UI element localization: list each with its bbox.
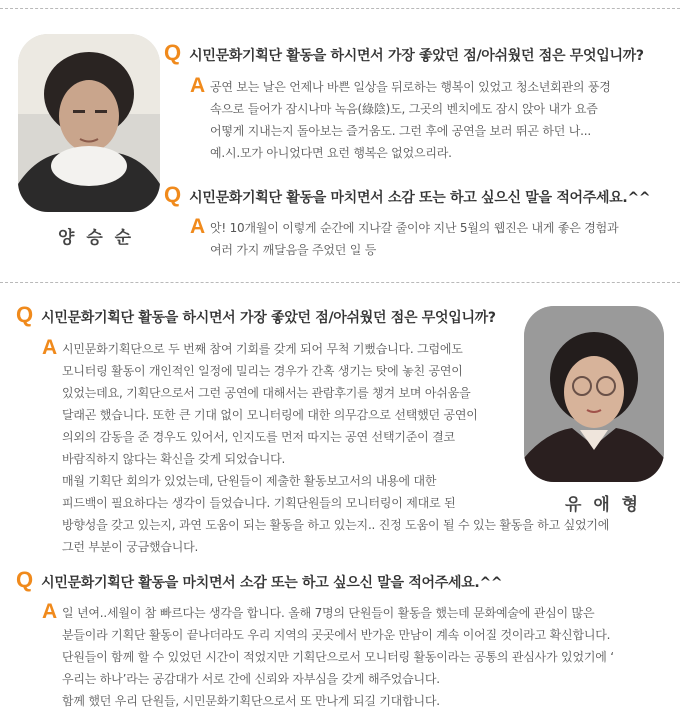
question-mark-icon: Q bbox=[164, 40, 182, 65]
answer-line: 우리는 하나’라는 공감대가 서로 간에 신뢰와 자부심을 갖게 해주었습니다. bbox=[62, 672, 440, 686]
question-1-1 bbox=[164, 40, 644, 66]
question-2-2 bbox=[16, 567, 502, 593]
answer-line: 함께 했던 우리 단원들, 시민문화기획단으로서 또 만나게 되길 기대합니다. bbox=[62, 694, 440, 708]
answer-line: 공연 보는 날은 언제나 바쁜 일상을 뒤로하는 행복이 있었고 청소년회관의 풍경 bbox=[210, 80, 611, 94]
person-name-1: 양 승 순 bbox=[58, 228, 135, 248]
answer-1-2 bbox=[210, 217, 618, 261]
question-text: 시민문화기획단 활동을 하시면서 가장 좋았던 점/아쉬웠던 점은 무엇입니까? bbox=[189, 48, 644, 64]
answer-mark-icon: A bbox=[190, 215, 206, 238]
person-name-2: 유 애 형 bbox=[565, 495, 642, 515]
answer-line: 단원들이 함께 할 수 있었던 시간이 적었지만 기획단으로서 모니터링 활동이라는 공통의 관심사가 있었기에 ‘ bbox=[62, 650, 614, 664]
answer-1-1 bbox=[210, 76, 611, 164]
answer-line: 그런 부분이 궁금했습니다. bbox=[62, 540, 199, 554]
answer-line: 있었는데요, 기획단으로서 그런 공연에 대해서는 관람후기를 챙겨 보며 아쉬움을 bbox=[62, 386, 471, 400]
answer-line: 피드백이 필요하다는 생각이 들었습니다. 기획단원들의 모니터링이 제대로 된 bbox=[62, 496, 456, 510]
answer-line: 앗! 10개월이 이렇게 순간에 지나갈 줄이야 지난 5월의 웹진은 내게 좋은 경험과 bbox=[210, 221, 619, 235]
answer-line: 일 년여..세월이 참 빠르다는 생각을 합니다. 올해 7명의 단원들이 활동을 했는데 문화예술에 관심이 많은 bbox=[62, 606, 595, 620]
portrait-photo-1 bbox=[18, 34, 160, 212]
top-divider bbox=[0, 8, 680, 9]
question-text: 시민문화기획단 활동을 마치면서 소감 또는 하고 싶으신 말을 적어주세요.^^ bbox=[189, 190, 651, 206]
answer-line: 달래곤 했습니다. 또한 큰 기대 없이 모니터링에 대한 의무감으로 선택했던 공연이 bbox=[62, 408, 478, 422]
question-text: 시민문화기획단 활동을 마치면서 소감 또는 하고 싶으신 말을 적어주세요.^^ bbox=[41, 575, 503, 591]
question-2-1 bbox=[16, 302, 496, 328]
question-mark-icon: Q bbox=[16, 302, 34, 327]
answer-line: 여러 가지 깨달음을 주었던 일 등 bbox=[210, 243, 377, 257]
answer-line: 시민문화기획단으로 두 번째 참여 기회를 갖게 되어 무척 기뻤습니다. 그럼에도 bbox=[62, 342, 463, 356]
answer-line: 속으로 들어가 잠시나마 녹음(綠陰)도, 그곳의 벤치에도 잠시 앉아 내가 요즘 bbox=[210, 102, 598, 116]
answer-2-2 bbox=[62, 602, 614, 712]
answer-line: 방향성을 갖고 있는지, 과연 도움이 되는 활동을 하고 있는지.. 진정 도움이 될 수 있는 활동을 하고 싶었기에 bbox=[62, 518, 610, 532]
answer-line: 바람직하지 않다는 확신을 갖게 되었습니다. bbox=[62, 452, 286, 466]
answer-line: 예.시.모가 아니었다면 요런 행복은 없었으리라. bbox=[210, 146, 452, 160]
answer-mark-icon: A bbox=[42, 336, 58, 359]
answer-line: 어떻게 지내는지 돌아보는 즐거움도. 그런 후에 공연을 보러 뛰곤 하던 나... bbox=[210, 124, 591, 138]
answer-2-1 bbox=[62, 338, 609, 558]
answer-line: 매월 기획단 회의가 있었는데, 단원들이 제출한 활동보고서의 내용에 대한 bbox=[62, 474, 437, 488]
question-1-2 bbox=[164, 182, 650, 208]
answer-mark-icon: A bbox=[42, 600, 58, 623]
answer-line: 모니터링 활동이 개인적인 일정에 밀리는 경우가 간혹 생기는 탓에 놓친 공연이 bbox=[62, 364, 463, 378]
question-text: 시민문화기획단 활동을 하시면서 가장 좋았던 점/아쉬웠던 점은 무엇입니까? bbox=[41, 310, 496, 326]
answer-line: 분들이라 기획단 활동이 끝나더라도 우리 지역의 곳곳에서 반가운 만남이 계속 이어질 것이라고 확신합니다. bbox=[62, 628, 611, 642]
question-mark-icon: Q bbox=[164, 182, 182, 207]
answer-mark-icon: A bbox=[190, 74, 206, 97]
question-mark-icon: Q bbox=[16, 567, 34, 592]
section-divider bbox=[0, 282, 680, 283]
answer-line: 의외의 감동을 준 경우도 있어서, 인지도를 먼저 따지는 공연 선택기준이 결코 bbox=[62, 430, 455, 444]
